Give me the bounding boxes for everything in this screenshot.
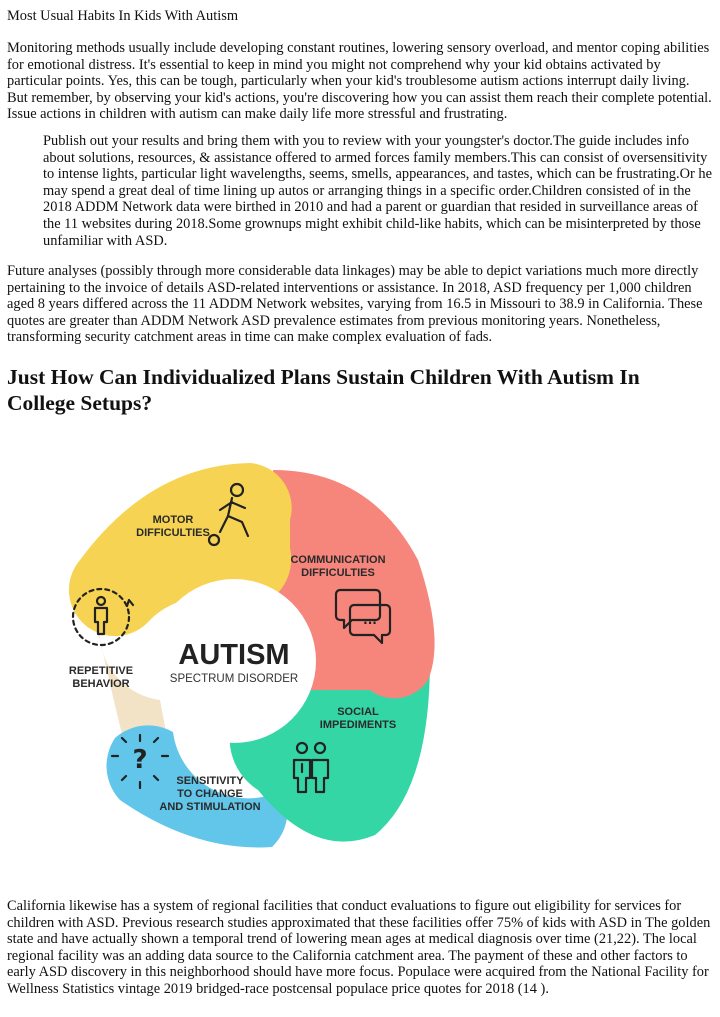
document-title: Most Usual Habits In Kids With Autism — [7, 8, 239, 24]
section-heading: Just How Can Individualized Plans Sustain Children With Autism In College Setups? — [7, 365, 640, 415]
repetitive-label-line2: BEHAVIOR — [72, 678, 130, 690]
center-title: AUTISM — [178, 639, 290, 671]
sensitivity-label-line3: AND STIMULATION — [159, 801, 261, 813]
motor-label-line1: MOTOR — [152, 514, 194, 526]
sensitivity-label-line2: TO CHANGE — [177, 788, 243, 800]
social-label-line2: IMPEDIMENTS — [319, 719, 397, 731]
motor-label-line2: DIFFICULTIES — [136, 527, 210, 539]
repetitive-label-line1: REPETITIVE — [68, 665, 134, 677]
paragraph-1: Monitoring methods usually include developing constant routines, lowering sensory overload, and mentor coping abilities for emotional distress. It's essential to keep in mind you might not comprehend why your kid obtains activated by particular points. Yes, this can be tough, particularly when your kid's troublesome autism actions interrupt daily living. But remember, by observing your kid's actions, you're discovering how you can assist them reach their complete potential. Issue actions in children with autism can make daily life more stressful and frustrating. — [7, 40, 712, 123]
communication-label-line1: COMMUNICATION — [290, 554, 386, 566]
sensitivity-label-line1: SENSITIVITY — [176, 775, 244, 787]
social-label-line1: SOCIAL — [337, 706, 379, 718]
blockquote-paragraph: Publish out your results and bring them with you to review with your youngster's doctor.The guide includes info about solutions, resources, & assistance offered to armed forces family members.This can consist of oversensitivity to intense lights, particular light wavelengths, seems, smells, appearances, and tastes, which can be frustrating.Or he may spend a great deal of time lining up autos or arranging things in a specific order.Children consisted of in the 2018 ADDM Network data were birthed in 2010 and had a parent or guardian that resided in surveillance areas of the 11 websites during 2018.Some grownups might exhibit child-like habits, which can be misinterpreted by those unfamiliar with ASD. — [43, 133, 712, 249]
paragraph-2: Future analyses (possibly through more considerable data linkages) may be able to depict variations much more directly pertaining to the invoice of details ASD-related interventions or assistance. In 2018, ASD frequency per 1,000 children aged 8 years differed across the 11 ADDM Network websites, varying from 16.5 in Missouri to 38.9 in California. These quotes are greater than ADDM Network ASD prevalence estimates from previous monitoring years. Nonetheless, transforming security catchment areas in time can make complex evaluation of fads. — [7, 263, 703, 346]
svg-text:?: ? — [132, 745, 148, 775]
autism-infographic — [0, 440, 720, 880]
communication-label-line2: DIFFICULTIES — [301, 567, 375, 579]
center-subtitle: SPECTRUM DISORDER — [169, 673, 299, 685]
paragraph-3: California likewise has a system of regional facilities that conduct evaluations to figure out eligibility for services for children with ASD. Previous research studies approximated that these facilities offer 75% of kids with ASD in The golden state and have actually shown a temporal trend of lowering mean ages at medical diagnosis over time (21,22). The local regional facility was an adding data source to the California catchment area. The payment of these and other factors to early ASD discovery in this neighborhood should have more focus. Populace were acquired from the National Facility for Wellness Statistics vintage 2019 bridged-race postcensal populace price quotes for 2018 (14 ). — [7, 898, 711, 997]
bubble-dots: ... — [363, 613, 377, 627]
